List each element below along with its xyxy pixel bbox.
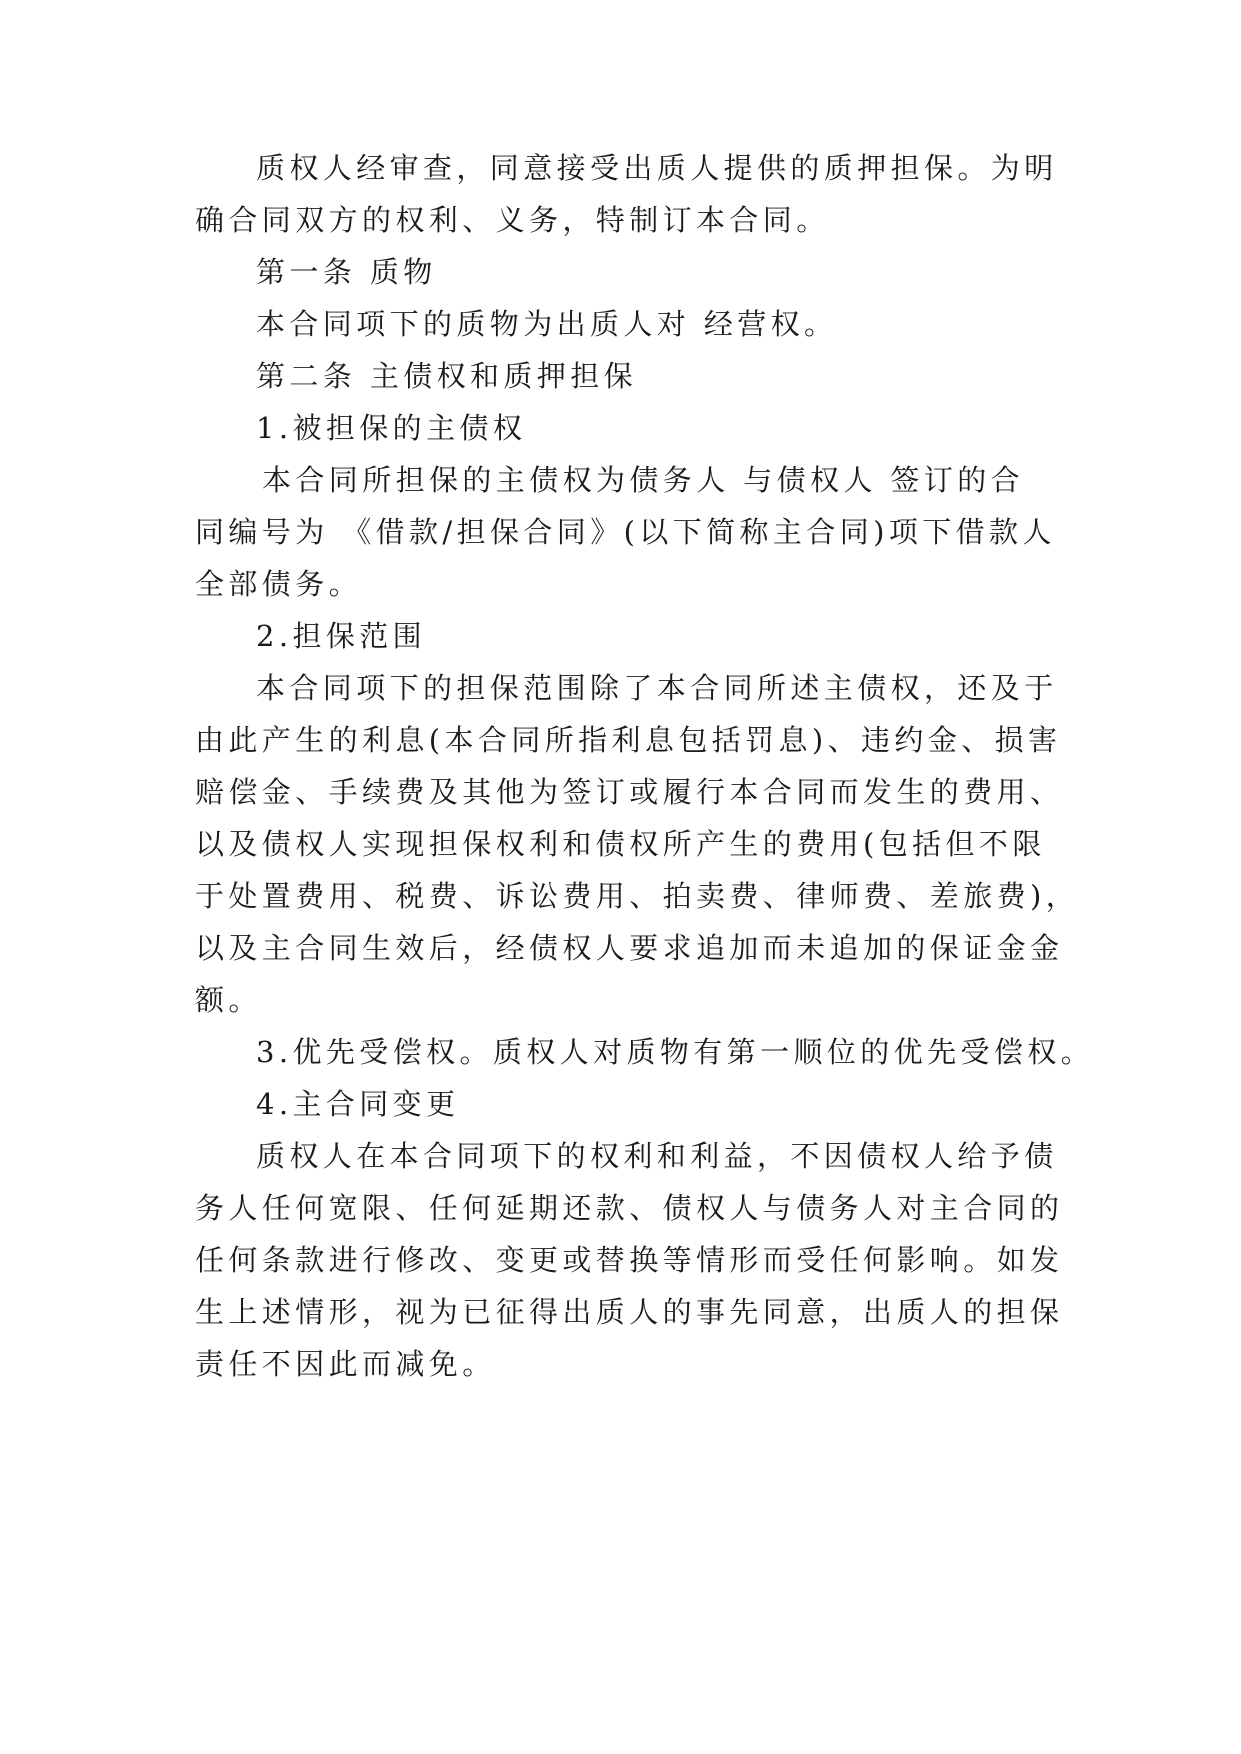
paragraph-line: 质权人经审查，同意接受出质人提供的质押担保。为明: [256, 151, 1058, 185]
paragraph-line: 质权人在本合同项下的权利和利益，不因债权人给予债: [256, 1139, 1058, 1173]
paragraph-line: 确合同双方的权利、义务，特制订本合同。: [195, 203, 830, 237]
clause-heading-1: 1.被担保的主债权: [256, 411, 527, 445]
paragraph-line: 以及债权人实现担保权利和债权所产生的费用(包括但不限: [195, 827, 1046, 861]
clause-heading-4: 4.主合同变更: [256, 1087, 460, 1121]
paragraph-line: 赔偿金、手续费及其他为签订或履行本合同而发生的费用、: [195, 775, 1064, 809]
paragraph-line: 由此产生的利息(本合同所指利息包括罚息)、违约金、损害: [195, 723, 1062, 757]
paragraph-line: 同编号为 《借款/担保合同》(以下简称主合同)项下借款人: [195, 515, 1056, 549]
clause-heading-3: 3.优先受偿权。质权人对质物有第一顺位的优先受偿权。: [256, 1035, 1095, 1069]
clause-heading-2: 2.担保范围: [256, 619, 427, 653]
paragraph-line: 务人任何宽限、任何延期还款、债权人与债务人对主合同的: [195, 1191, 1064, 1225]
paragraph-line: 全部债务。: [195, 567, 363, 601]
paragraph-line: 以及主合同生效后，经债权人要求追加而未追加的保证金金: [195, 931, 1064, 965]
article-heading-1: 第一条 质物: [256, 255, 437, 289]
paragraph-line: 责任不因此而减免。: [195, 1347, 496, 1381]
paragraph-line: 本合同项下的担保范围除了本合同所述主债权，还及于: [256, 671, 1058, 705]
paragraph-line: 本合同项下的质物为出质人对 经营权。: [256, 307, 838, 341]
paragraph-line: 生上述情形，视为已征得出质人的事先同意，出质人的担保: [195, 1295, 1064, 1329]
article-heading-2: 第二条 主债权和质押担保: [256, 359, 638, 393]
paragraph-line: 本合同所担保的主债权为债务人 与债权人 签订的合: [262, 463, 1025, 497]
paragraph-line: 于处置费用、税费、诉讼费用、拍卖费、律师费、差旅费)，: [195, 879, 1080, 913]
paragraph-line: 任何条款进行修改、变更或替换等情形而受任何影响。如发: [195, 1243, 1064, 1277]
paragraph-line: 额。: [195, 983, 262, 1017]
